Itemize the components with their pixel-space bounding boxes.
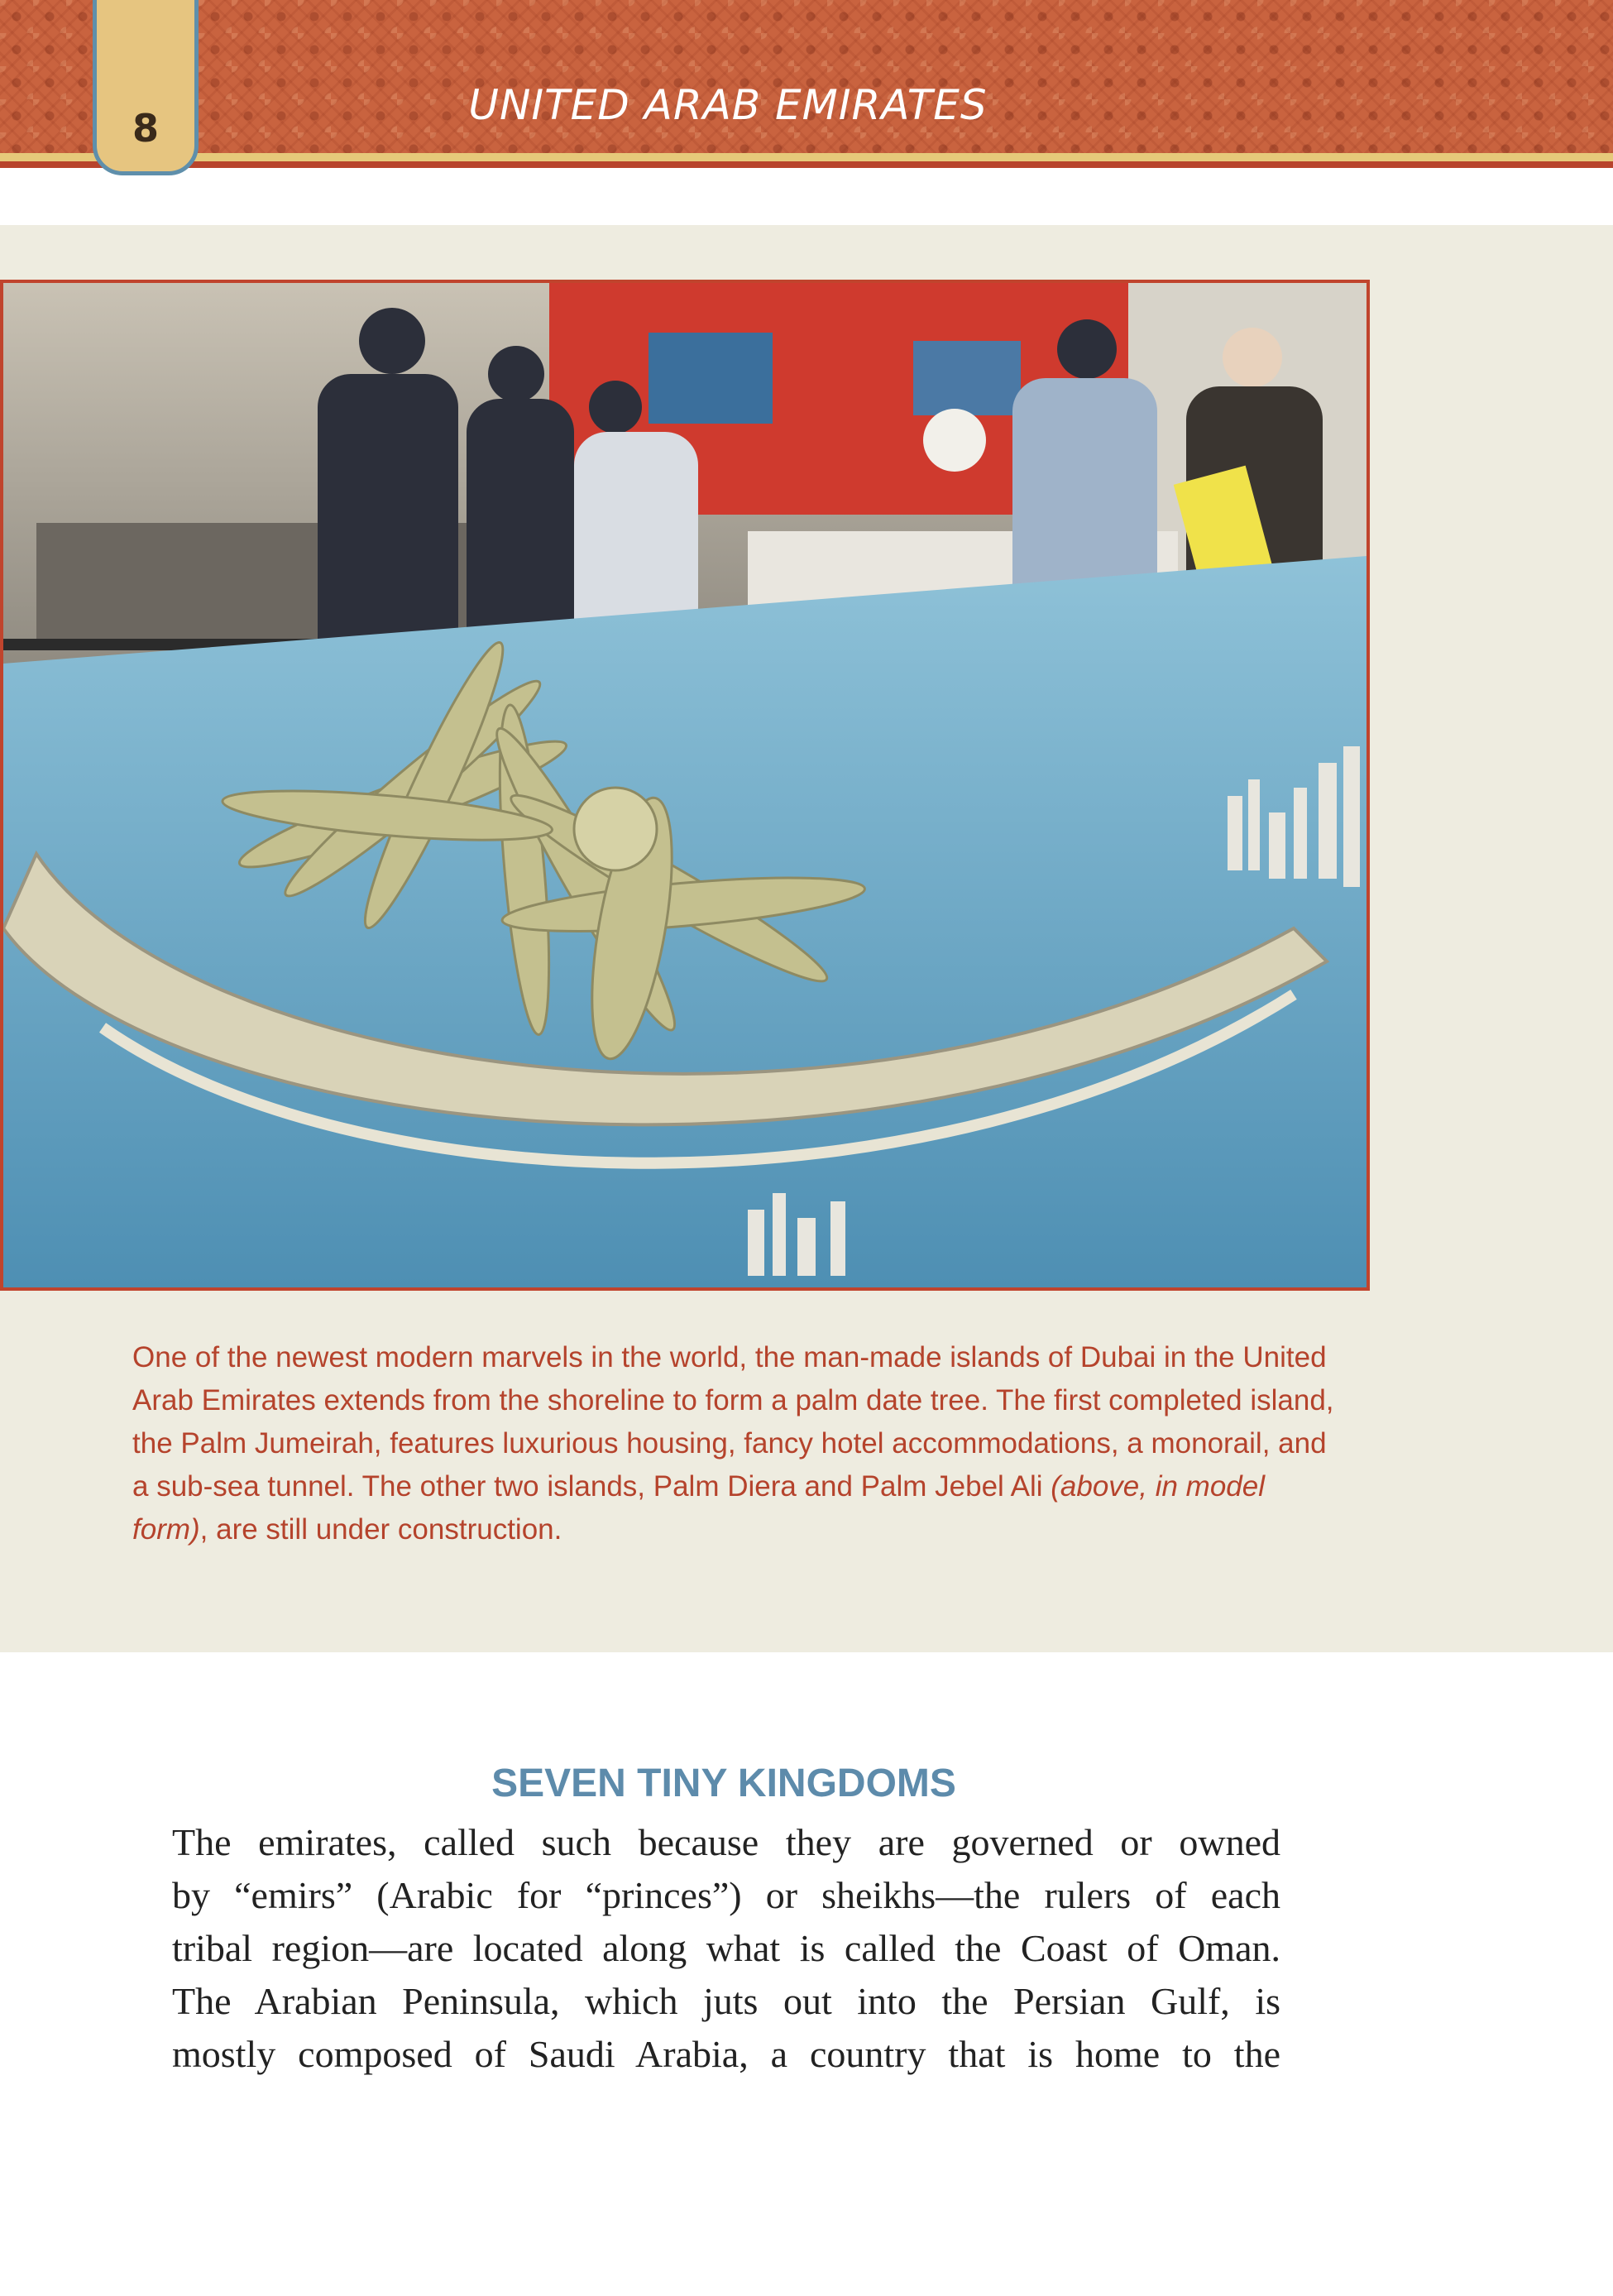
section-heading: SEVEN TINY KINGDOMS: [491, 1762, 956, 1805]
page-number: 8: [132, 106, 159, 151]
header-band: [0, 0, 1613, 153]
palm-island-model-photo: [0, 280, 1370, 1291]
photo-illustration: [3, 283, 1367, 1287]
running-head: UNITED ARAB EMIRATES: [468, 81, 988, 129]
header-stripe: [0, 153, 1613, 161]
header-stripe-dark: [0, 161, 1613, 168]
photo-caption: [132, 1336, 1348, 1551]
body-line: The Arabian Peninsula, which juts out into the Persian Gulf, is: [172, 1980, 1280, 2022]
body-line: by “emirs” (Arabic for “princes”) or sheikhs—the rulers of each: [172, 1874, 1280, 1916]
caption-text-end: , are still under construction.: [199, 1513, 562, 1546]
body-paragraph: [172, 1816, 1280, 2081]
caption-text: One of the newest modern marvels in the world, the man-made islands of Dubai in the United Arab Emirates extends from the shoreline to form a palm date tree. The first completed island, the Palm Jumeirah, features luxurious housing, fancy hotel accommodations, a monorail, and a sub-sea tunnel. The other two islands, Palm Diera and Palm Jebel Ali: [132, 1341, 1334, 1503]
body-line: tribal region—are located along what is called the Coast of Oman.: [172, 1927, 1280, 1969]
body-line: The emirates, called such because they are governed or owned: [172, 1821, 1280, 1863]
caption-italic: (above, in model form): [132, 1470, 1265, 1546]
body-line: mostly composed of Saudi Arabia, a country that is home to the: [172, 2033, 1280, 2075]
